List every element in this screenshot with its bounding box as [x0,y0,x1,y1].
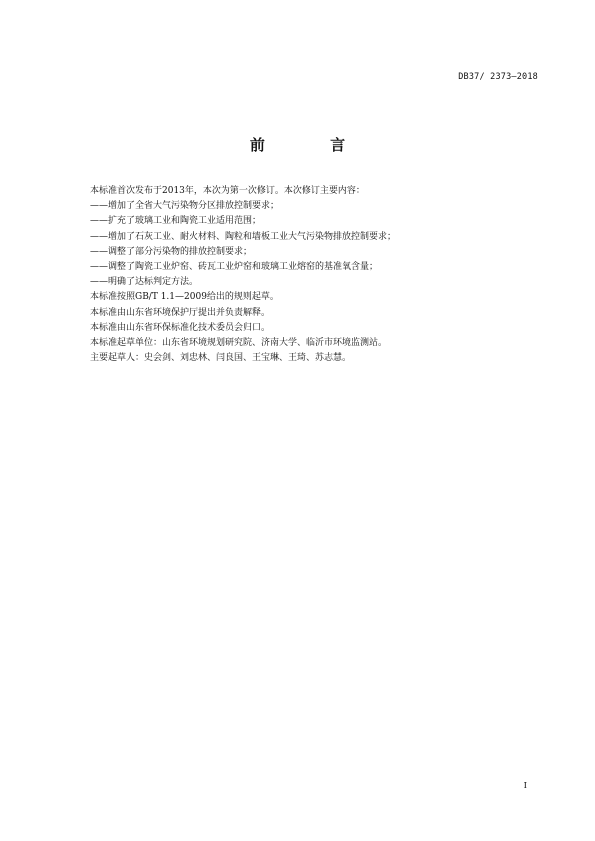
section-title: 前 言 [249,136,376,154]
foreword-body [90,184,550,366]
paragraph: 本标准由山东省环境保护厅提出并负责解释。 [90,307,271,318]
paragraph: 本标准由山东省环保标准化技术委员会归口。 [90,322,271,333]
paragraph: ——明确了达标判定方法。 [90,277,199,288]
paragraph: ——增加了石灰工业、耐火材料、陶粒和墙板工业大气污染物排放控制要求； [90,231,397,242]
paragraph: 本标准首次发布于2013年，本次为第一次修订。本次修订主要内容： [90,186,365,196]
paragraph: ——调整了部分污染物的排放控制要求； [90,246,253,257]
page-number: I [523,781,527,791]
paragraph: ——增加了全省大气污染物分区排放控制要求； [90,201,280,212]
paragraph: ——扩充了玻璃工业和陶瓷工业适用范围； [90,216,262,227]
paragraph: 本标准按照GB/T 1.1—2009给出的规则起草。 [90,292,279,303]
document-code: DB37/ 2373—2018 [458,72,538,82]
paragraph: 主要起草人：史会剑、刘忠林、闫良国、王宝琳、王琦、苏志慧。 [90,353,352,364]
paragraph: ——调整了陶瓷工业炉窑、砖瓦工业炉窑和玻璃工业熔窑的基准氧含量； [90,262,379,273]
paragraph: 本标准起草单位：山东省环境规划研究院、济南大学、临沂市环境监测站。 [90,338,388,349]
